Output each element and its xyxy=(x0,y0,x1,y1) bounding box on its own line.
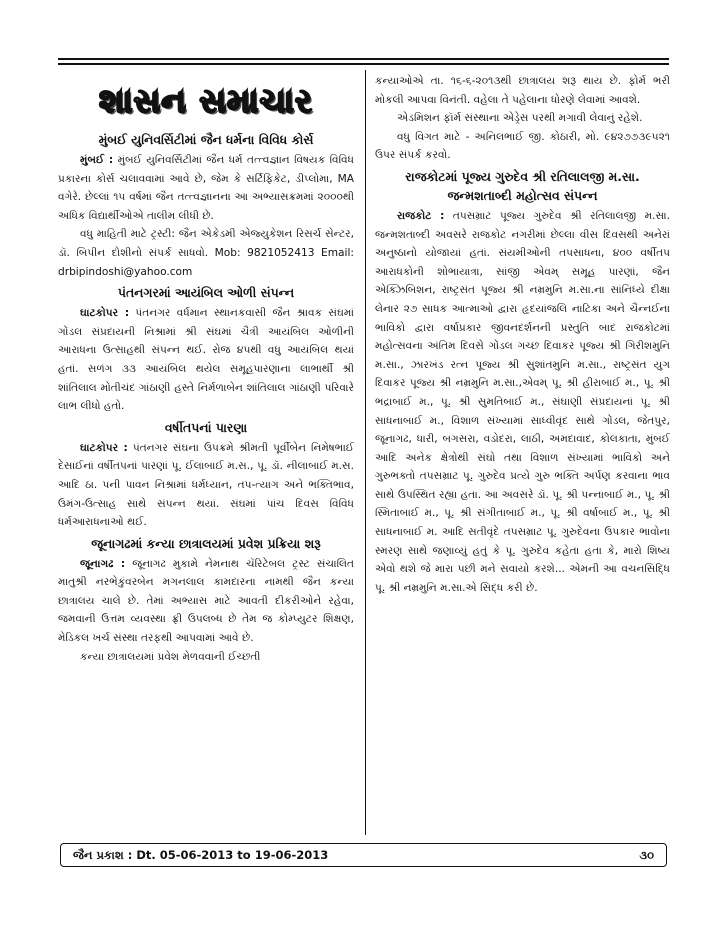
dateline: જૂનાગઢ : xyxy=(80,557,126,570)
masthead-title: શાસન સમાચાર xyxy=(99,80,313,120)
left-column xyxy=(58,70,354,666)
publication-name: જૈન પ્રકાશ : xyxy=(73,847,133,862)
article-title-varshitap: વર્ષીતપનાં પારણા xyxy=(164,419,248,435)
section-masthead xyxy=(58,78,354,124)
dateline: ઘાટકોપર : xyxy=(80,441,128,454)
column-divider xyxy=(365,70,366,835)
dateline: ઘાટકોપર : xyxy=(80,307,130,320)
article-body xyxy=(375,207,670,597)
issue-dates: Dt. 05-06-2013 to 19-06-2013 xyxy=(136,847,329,862)
dateline: મુંબઈ : xyxy=(80,154,114,166)
article-title-mumbai-university: મુંબઈ યુનિવર્સિટીમાં જૈન ધર્મના વિવિધ કોર્સ xyxy=(98,132,314,147)
article-continuation: કન્યાઓએ તા. ૧૬-૬-૨૦૧૩થી છાત્રાલય શરૂ થાય છે. ફોર્મ ભરી મોકલી આપવા વિનંતી. વહેલા તે પહેલાના ધોરણે લેવામાં આવશે. xyxy=(375,75,670,106)
article-title-pantnagar-ayambil: પંતનગરમાં આયંબિલ ઓળી સંપન્ન xyxy=(117,285,295,301)
paragraph-text: પંતનગર સંઘના ઉપક્રમે શ્રીમતી પૂર્વીબેન નિમેષભાઈ દેસાઈનાં વર્ષીતપનાં પારણાં પૂ. ઈલાબાઈ મ.સ., પૂ. ડૉ. નીલાબાઈ મ.સ. આદિ ઠા. પની પાવન નિશ્રામાં ધર્મધ્યાન, તપ-ત્યાગ અને ભક્તિભાવ, ઉમંગ-ઉત્સાહ સાથે સંપન્ન થયાં. સંઘમાં પાંચ દિવસ વિવિધ ધર્મઆરાધનાઓ થઈ. xyxy=(58,441,354,529)
page-footer xyxy=(60,843,667,867)
article-body xyxy=(58,304,354,416)
paragraph-text: મુંબઈ યુનિવર્સિટીમાં જૈન ધર્મ તત્ત્વજ્ઞાન વિષયક વિવિધ પ્રકારના કોર્સ ચલાવવામાં આવે છે, જેમ કે સર્ટિફિકેટ, ડીપ્લોમા, MA વગેરે. છેલ્લાં ૧૫ વર્ષમાં જૈન તત્ત્વજ્ઞાનના આ અભ્યાસક્રમમાં ૨૦૦૦થી અધિક વિદ્યાર્થીઓએ તાલીમ લીધી છે. xyxy=(58,154,354,222)
article-title-line-1: રાજકોટમાં પૂજ્ય ગુરુદેવ શ્રી રતિલાલજી મ.સા. xyxy=(405,168,640,184)
paragraph-text: તપસમ્રાટ પૂજ્ય ગુરુદેવ શ્રી રતિલાલજી મ.સા. જન્મશતાબ્દી અવસરે રાજકોટ નગરીમાં છેલ્લા વીસ દિવસથી અનેરાં અનુષ્ઠાનો યોજાયાં હતાં. સંયમીઓની તપસાધના, ૪૦૦ વર્ષીતપ આરાધકોની શોભાયાત્રા, સાંજી એવમ્ સમૂહ પારણાં, જૈન એક્ઝિબિશન, રાષ્ટ્રસંત પૂજ્ય શ્રી નમ્રમુનિ મ.સા.ના સાંનિધ્યે દીક્ષા લેનાર ૨૭ સાધક આત્માઓ દ્વારા હૃદયાંજલિ નાટિકા અને ચૈન્નઈના ભાવિકો દ્વારા વર્ષાપ્રકાર જીવનદર્શનની પ્રસ્તુતિ બાદ રાજકોટમાં મહોત્સવના અંતિમ દિવસે ગોંડલ ગચ્છ દિવાકર પૂજ્ય શ્રી ગિરીશમુનિ મ.સા., ઝારખંડ રત્ન પૂજ્ય શ્રી સુશાંતમુનિ મ.સા., રાષ્ટ્રસંત યુગ દિવાકર પૂજ્ય શ્રી નમ્રમુનિ મ.સા.,એવમ્ પૂ. શ્રી હીરાબાઈ મ., પૂ. શ્રી ભદ્રાબાઈ મ., પૂ. શ્રી સુમતિબાઈ મ., સંઘાણી સંપ્રદાયનાં પૂ. શ્રી સાધનાબાઈ મ., વિશાળ સંખ્યામાં સાધ્વીવૃંદ સાથે ગોંડલ, જેતપુર, જૂનાગઢ, ધારી, બગસરા, વડોદરા, લાઠી, અમદાવાદ, કોલકાતા, મુંબઈ આદિ અનેક ક્ષેત્રોથી સંઘો તથા વિશાળ સંખ્યામાં ભાવિકો અને ગુરુભક્તો તપસમ્રાટ પૂ. ગુરુદેવ પ્રત્યે ગુરુ ભક્તિ અર્પણ કરવાના ભાવ સાથે ઉપસ્થિત રહ્યા હતા. આ અવસરે ડૉ. પૂ. શ્રી પન્નાબાઈ મ., પૂ. શ્રી સ્મિતાબાઈ મ., પૂ. શ્રી સંગીતાબાઈ મ., પૂ. શ્રી વર્ષાબાઈ મ., પૂ. શ્રી સાધનાબાઈ મ. આદિ સતીવૃંદે તપસમ્રાટ પૂ. ગુરુદેવના ઉપકાર ભાવોના સ્મરણ સાથે જણાવ્યું હતું કે પૂ. ગુરુદેવ કહેતા હતા કે, મારો શિષ્ય એવો થશે જે મારા પછી મને સવાયો કરશે... એમની આ વચનસિદ્ધિ પૂ. શ્રી નમ્રમુનિ મ.સા.એ સિદ્ધ કરી છે. xyxy=(375,209,670,594)
paragraph-text: જૂનાગઢ મુકામે નેમનાથ ચૅરિટેબલ ટ્રસ્ટ સંચાલિત માતુશ્રી નરભેકુંવરબેન મગનલાલ કામદારના નામથી જૈન કન્યા છાત્રાલય ચાલે છે. તેમાં અભ્યાસ માટે આવતી દીકરીઓને રહેવા, જમવાની ઉત્તમ વ્યવસ્થા ફ્રી ઉપલબ્ધ છે તેમ જ કોમ્પ્યુટર શિક્ષણ, મેડિકલ ખર્ચ સંસ્થા તરફથી આપવામાં આવે છે. xyxy=(58,557,354,645)
dateline: રાજકોટ : xyxy=(397,209,445,222)
article-title-junagadh-hostel: જૂનાગઢમાં કન્યા છાત્રાલયમાં પ્રવેશ પ્રક્રિયા શરૂ xyxy=(91,535,321,551)
article-body xyxy=(58,555,354,648)
paragraph-text: પંતનગર વર્ધમાન સ્થાનકવાસી જૈન શ્રાવક સંઘમાં ગોંડલ સંપ્રદાયની નિશ્રામાં શ્રી સંઘમાં ચૈત્રી આયંબિલ ઓળીની આરાધના ઉત્સાહથી સંપન્ન થઈ. રોજ ૪૫થી વધુ આયંબિલ થયાં હતાં. સળંગ ૩૩ આયંબિલ થયેલ સમૂહપારણાના લાભાર્થી શ્રી શાંતિલાલ મોતીચંદ ગાંઠાણી હસ્તે નિર્મળાબેન શાંતિલાલ ગાંઠાણી પરિવારે લાભ લીધો હતો. xyxy=(58,307,354,413)
article-continued: કન્યા છાત્રાલયમાં પ્રવેશ મેળવવાની ઈચ્છતી xyxy=(80,650,261,663)
article-title-line-2: જન્મશતાબ્દી મહોત્સવ સંપન્ન xyxy=(447,187,598,203)
article-title-rajkot xyxy=(375,167,670,205)
paragraph-text: વધુ વિગત માટે - અનિલભાઈ જી. કોઠારી, મો. ૯૪૨૭૭૩૯૫૨૧ ઉપર સંપર્ક કરવો. xyxy=(375,130,670,162)
top-rule xyxy=(58,58,669,60)
article-body xyxy=(58,151,354,225)
article-contact: વધુ માહિતી માટે ટ્રસ્ટી: જૈન એકેડમી એજ્યુકેશન રિસર્ચ સેન્ટર, ડૉ. બિપીન દોશીનો સંપર્ક સાધવો. Mob: 9821052413 Email: drbipindoshi@yahoo.com xyxy=(58,228,354,278)
top-rule-inner xyxy=(58,63,669,65)
right-column xyxy=(375,72,670,597)
page-number: ૩૦ xyxy=(639,847,654,862)
article-body xyxy=(58,439,354,532)
paragraph-text: એડમિશન ફૉર્મ સંસ્થાના એડ્રેસ પરથી મગાવી લેવાનું રહેશે. xyxy=(397,112,643,125)
